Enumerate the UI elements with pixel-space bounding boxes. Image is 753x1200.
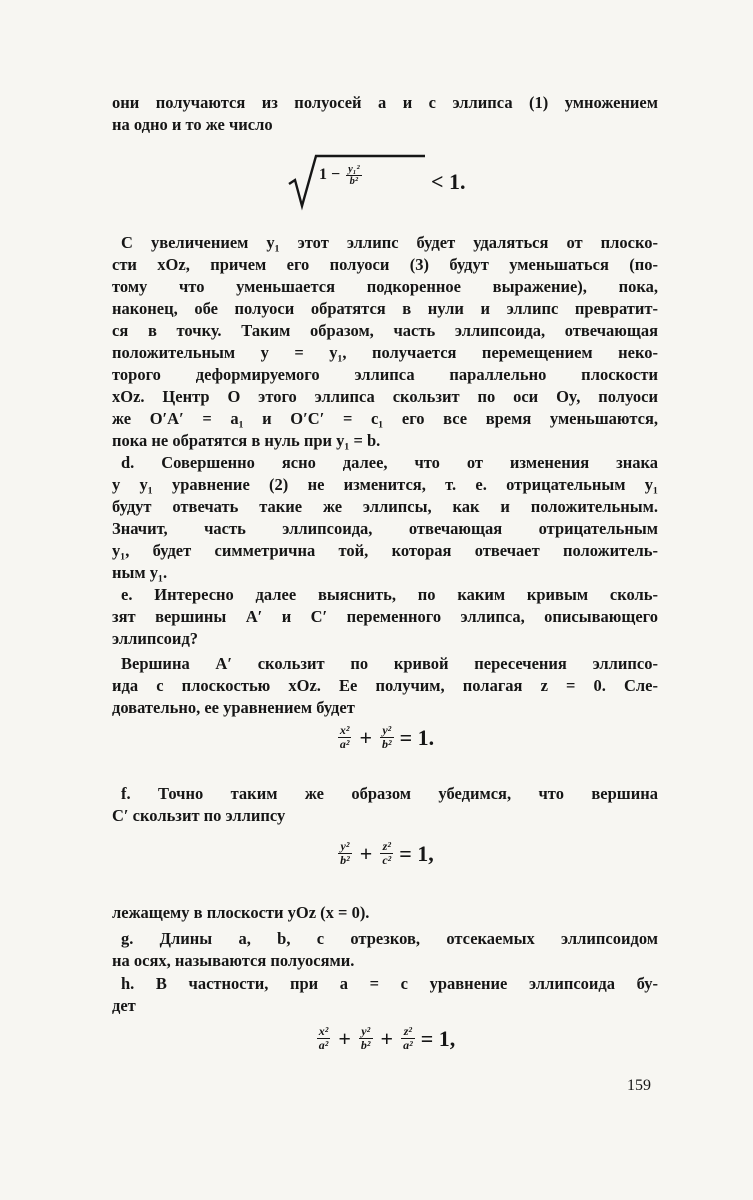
fraction-denominator: b² [340,853,350,867]
text-line: на осях, называются полуосями. [112,951,355,970]
formula-fraction [346,164,361,187]
text-line: ида с плоскостью xOz. Ее получим, полагая z = 0. Сле- [112,676,658,695]
text-line: же O′A′ = a₁ и O′C′ = c₁ его все время уменьшаются, [112,409,658,428]
fraction-denominator: a² [318,1038,329,1052]
fraction-denominator: c² [382,853,392,867]
fraction-denominator: a² [403,1038,413,1052]
fraction-numerator: x² [339,723,350,737]
plus-sign: + [338,1025,351,1051]
equals-one: = 1. [399,724,435,750]
formula-fraction [359,1025,373,1052]
formula-fraction [338,840,352,867]
formula-ellipse-xoz [112,724,658,751]
text-line: у y₁ уравнение (2) не изменится, т. е. отрицательным y₁ [112,475,658,494]
equals-one: = 1, [420,1025,456,1051]
text-line: Вершина A′ скользит по кривой пересечения эллипсо- [121,654,658,673]
formula-one-minus: 1 − [319,166,341,184]
text-line: лежащему в плоскости yOz (x = 0). [112,903,370,922]
plus-sign: + [380,1025,394,1051]
formula-sqrt [285,150,475,212]
text-line: d. Совершенно ясно далее, что от изменения знака [121,453,658,472]
fraction-numerator: z² [380,840,393,854]
text-line: f. Точно таким же образом убедимся, что вершина [121,784,658,803]
text-line: ся в точку. Таким образом, часть эллипсоида, отвечающая [112,321,658,340]
text-line: ным y₁. [112,563,168,582]
text-line: сти xOz, причем его полуоси (3) будут уменьшаться (по- [112,255,658,274]
formula-ellipse-yoz [112,840,658,867]
formula-relation: < 1. [431,169,466,194]
plus-sign: + [359,724,372,750]
formula-fraction [338,724,352,751]
text-line: h. В частности, при a = c уравнение эллипсоида бу- [121,974,658,993]
page-number: 159 [627,1077,651,1094]
formula-ellipsoid-special [112,1025,658,1052]
fraction-numerator: z² [401,1025,415,1039]
formula-fraction [380,724,394,751]
text-line: тому что уменьшается подкоренное выражение), пока, [112,277,658,296]
fraction-numerator: y² [359,1025,373,1039]
fraction-numerator: y² [338,840,352,854]
fraction-numerator: y² [380,724,394,738]
text-line: пока не обратятся в нуль при y₁ = b. [112,431,381,450]
fraction-numerator: y₁² [348,164,360,175]
text-line: наконец, обе полуоси обратятся в нули и эллипс превратит- [112,299,658,318]
text-line: они получаются из полуосей а и с эллипса (1) умножением [112,93,658,112]
text-line: будут отвечать такие же эллипсы, как и положительным. [112,497,658,516]
text-line: зят вершины A′ и C′ переменного эллипса, описывающего [112,607,658,626]
fraction-denominator: b² [349,176,359,187]
text-line: торого деформируемого эллипса параллельно плоскости [112,365,658,384]
text-line: xOz. Центр O этого эллипса скользит по оси Oy, полуоси [112,387,658,406]
text-line: C′ скользит по эллипсу [112,806,286,825]
text-line: эллипсоид? [112,629,199,648]
text-line: довательно, ее уравнением будет [112,698,355,717]
formula-fraction [401,1025,415,1052]
text-line: y₁, будет симметрична той, которая отвечает положитель- [112,541,658,560]
text-line: e. Интересно далее выяснить, по каким кривым сколь- [121,585,658,604]
fraction-denominator: b² [360,1038,371,1052]
plus-sign: + [359,840,373,866]
fraction-denominator: a² [339,737,350,751]
text-line: Значит, часть эллипсоида, отвечающая отрицательным [112,519,658,538]
text-line: на одно и то же число [112,115,273,134]
formula-fraction [380,840,393,867]
text-line: С увеличением y₁ этот эллипс будет удаляться от плоско- [121,233,658,252]
fraction-denominator: b² [382,737,392,751]
fraction-numerator: x² [318,1024,329,1038]
equals-one: = 1, [399,840,434,866]
text-line: положительным y = y₁, получается перемещением неко- [112,343,658,362]
formula-fraction [317,1025,331,1052]
text-line: дет [112,996,136,1015]
text-line: g. Длины a, b, c отрезков, отсекаемых эллипсоидом [121,929,658,948]
